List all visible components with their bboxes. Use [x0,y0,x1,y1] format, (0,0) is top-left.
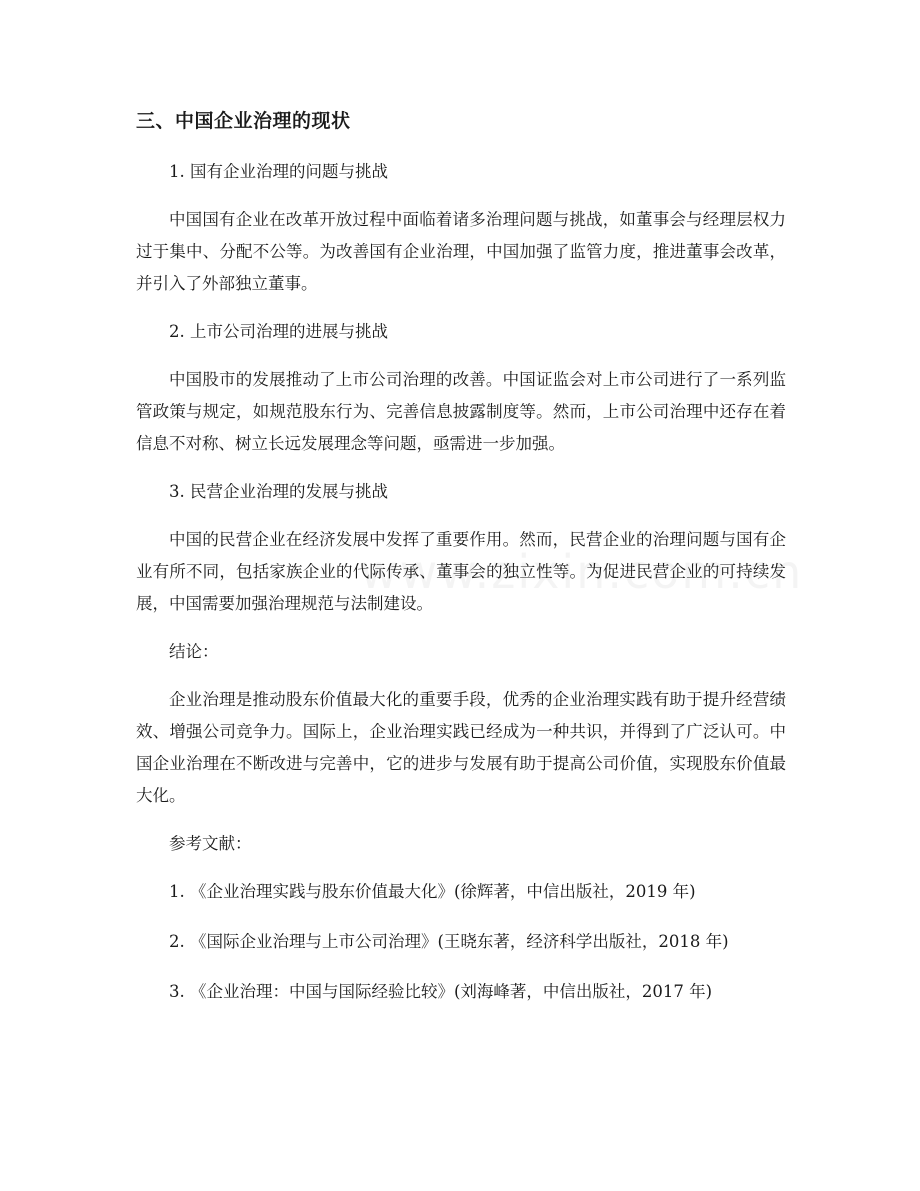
subsection-heading-2: 2. 上市公司治理的进展与挑战 [169,322,388,341]
subsection-heading-1: 1. 国有企业治理的问题与挑战 [169,162,388,181]
references-label: 参考文献： [169,834,252,853]
conclusion-body: 企业治理是推动股东价值最大化的重要手段，优秀的企业治理实践有助于提升经营绩效、增强公司竞争力。国际上，企业治理实践已经成为一种共识，并得到了广泛认可。中国企业治理在不断改进与完善中，它的进步与发展有助于提高公司价值，实现股东价值最大化。 [136,690,786,805]
document-content [136,104,786,1026]
subsection-body-2: 中国股市的发展推动了上市公司治理的改善。中国证监会对上市公司进行了一系列监管政策与规定，如规范股东行为、完善信息披露制度等。然而，上市公司治理中还存在着信息不对称、树立长远发展理念等问题，亟需进一步加强。 [136,370,786,453]
subsection-body-3: 中国的民营企业在经济发展中发挥了重要作用。然而，民营企业的治理问题与国有企业有所不同，包括家族企业的代际传承、董事会的独立性等。为促进民营企业的可持续发展，中国需要加强治理规范与法制建设。 [136,530,786,613]
conclusion-label: 结论： [169,642,219,661]
subsection-body-1: 中国国有企业在改革开放过程中面临着诸多治理问题与挑战，如董事会与经理层权力过于集中、分配不公等。为改善国有企业治理，中国加强了监管力度，推进董事会改革，并引入了外部独立董事。 [136,210,786,293]
reference-item-1: 1. 《企业治理实践与股东价值最大化》(徐辉著，中信出版社，2019 年) [169,882,696,901]
reference-item-3: 3. 《企业治理：中国与国际经验比较》(刘海峰著，中信出版社，2017 年) [169,982,713,1001]
section-title: 三、中国企业治理的现状 [136,110,351,132]
subsection-heading-3: 3. 民营企业治理的发展与挑战 [169,482,388,501]
reference-item-2: 2. 《国际企业治理与上市公司治理》(王晓东著，经济科学出版社，2018 年) [169,932,729,951]
